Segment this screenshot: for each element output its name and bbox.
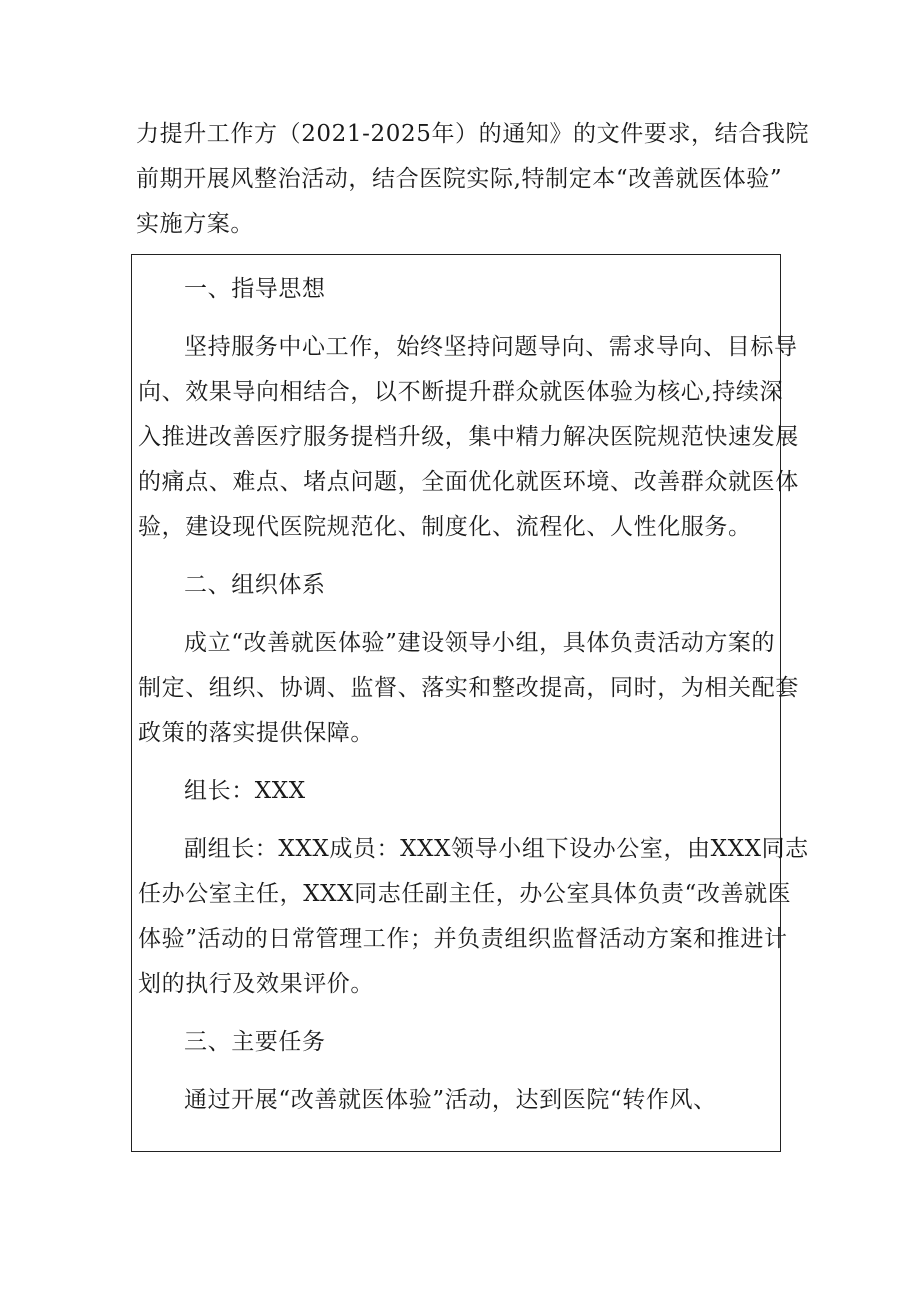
guiding-ideology-paragraph bbox=[138, 325, 799, 550]
text-line: 通过开展“改善就医体验”活动，达到医院“转作风、 bbox=[184, 1087, 717, 1113]
group-leader-line: 组长：XXX bbox=[184, 778, 306, 804]
text-line: 前期开展风整治活动，结合医院实际,特制定本“改善就医体验” bbox=[136, 166, 783, 192]
text-line: 的痛点、难点、堵点问题，全面优化就医环境、改善群众就医体 bbox=[138, 469, 799, 495]
text-line: 验，建设现代医院规范化、制度化、流程化、人性化服务。 bbox=[138, 514, 752, 540]
text-line: 划的执行及效果评价。 bbox=[138, 971, 374, 997]
section-heading-guiding-ideology: 一、指导思想 bbox=[184, 276, 326, 302]
text-line: 向、效果导向相结合，以不断提升群众就医体验为核心,持续深 bbox=[138, 379, 784, 405]
text-line: 体验”活动的日常管理工作；并负责组织监督活动方案和推进计 bbox=[138, 926, 788, 952]
text-line: 实施方案。 bbox=[136, 211, 254, 237]
text-line: 成立“改善就医体验”建设领导小组，具体负责活动方案的 bbox=[184, 630, 776, 656]
section-heading-organization: 二、组织体系 bbox=[184, 572, 326, 598]
text-line: 入推进改善医疗服务提档升级，集中精力解决医院规范快速发展 bbox=[138, 424, 799, 450]
text-line: 制定、组织、协调、监督、落实和整改提高，同时，为相关配套 bbox=[138, 675, 799, 701]
box-content bbox=[138, 267, 809, 1123]
text-line: 坚持服务中心工作，始终坚持问题导向、需求导向、目标导 bbox=[184, 334, 798, 360]
office-paragraph bbox=[138, 827, 809, 1007]
main-tasks-paragraph bbox=[138, 1078, 778, 1123]
text-line: 政策的落实提供保障。 bbox=[138, 720, 374, 746]
text-line: 任办公室主任，XXX同志任副主任，办公室具体负责“改善就医 bbox=[138, 881, 792, 907]
section-heading-main-tasks: 三、主要任务 bbox=[184, 1029, 326, 1055]
organization-paragraph bbox=[138, 621, 799, 756]
text-line: 力提升工作方（2021-2025年）的通知》的文件要求，结合我院 bbox=[136, 121, 810, 147]
text-line: 副组长：XXX成员：XXX领导小组下设办公室，由XXX同志 bbox=[184, 836, 809, 862]
intro-paragraph bbox=[136, 112, 810, 247]
bordered-content-box bbox=[131, 254, 809, 1152]
